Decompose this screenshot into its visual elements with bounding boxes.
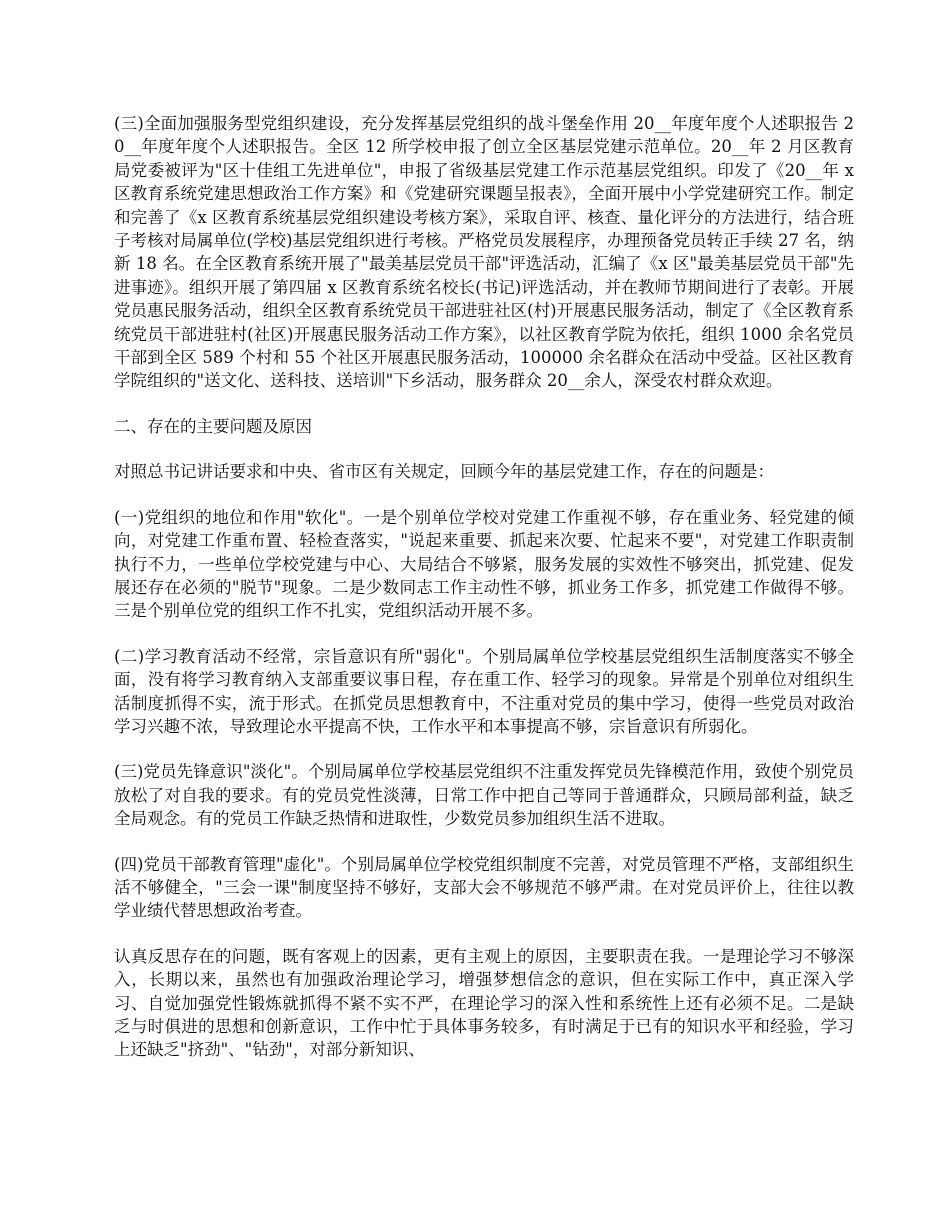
paragraph-problem-3: (三)党员先锋意识"淡化"。个别局属单位学校基层党组织不注重发挥党员先锋模范作用，致使个别党员放松了对自我的要求。有的党员党性淡薄，日常工作中把自己等同于普通群众，只顾局部利益，缺乏全局观念。有的党员工作缺乏热情和进取性，少数党员参加组织生活不进取。 [114,762,854,829]
paragraph-problem-4: (四)党员干部教育管理"虚化"。个别局属单位学校党组织制度不完善，对党员管理不严格，支部组织生活不够健全，"三会一课"制度坚持不够好，支部大会不够规范不够严肃。在对党员评价上，往往以教学业绩代替思想政治考查。 [114,854,854,921]
section-heading-problems: 二、存在的主要问题及原因 [114,416,312,436]
paragraph-problem-2: (二)学习教育活动不经常，宗旨意识有所"弱化"。个别局属单位学校基层党组织生活制度落实不够全面，没有将学习教育纳入支部重要议事日程，存在重工作、轻学习的现象。异常是个别单位对组织生活制度抓得不实，流于形式。在抓党员思想教育中，不注重对党员的集中学习，使得一些党员对政治学习兴趣不浓，导致理论水平提高不快，工作水平和本事提高不够，宗旨意识有所弱化。 [114,646,854,736]
paragraph-service-party-building: (三)全面加强服务型党组织建设，充分发挥基层党组织的战斗堡垒作用 20__年度年度个人述职报告 20__年度年度个人述职报告。全区 12 所学校申报了创立全区基层党建示范单位。20__年 2 月区教育局党委被评为"区十佳组工先进单位"，申报了省级基层党建工作示范基层党组织。印发了《20__年 x 区教育系统党建思想政治工作方案》和《党建研究课题呈报表》，全面开展中小学党建研究工作。制定和完善了《x 区教育系统基层党组织建设考核方案》，采取自评、核查、量化评分的方法进行，结合班子考核对局属单位(学校)基层党组织进行考核。严格党员发展程序，办理预备党员转正手续 27 名，纳新 18 名。在全区教育系统开展了"最美基层党员干部"评选活动，汇编了《x 区"最美基层党员干部"先进事迹》。组织开展了第四届 x 区教育系统名校长(书记)评选活动，并在教师节期间进行了表彰。开展党员惠民服务活动，组织全区教育系统党员干部进驻社区(村)开展惠民服务活动，制定了《全区教育系统党员干部进驻村(社区)开展惠民服务活动工作方案》，以社区教育学院为依托，组织 1000 余名党员干部到全区 589 个村和 55 个社区开展惠民服务活动，100000 余名群众在活动中受益。区社区教育学院组织的"送文化、送科技、送培训"下乡活动，服务群众 20__余人，深受农村群众欢迎。 [114,114,854,391]
paragraph-problems-intro: 对照总书记讲话要求和中央、省市区有关规定，回顾今年的基层党建工作，存在的问题是： [114,462,774,482]
paragraph-problem-1: (一)党组织的地位和作用"软化"。一是个别单位学校对党建工作重视不够，存在重业务、轻党建的倾向，对党建工作重布置、轻检查落实，"说起来重要、抓起来次要、忙起来不要"，对党建工作职责制执行不力，一些单位学校党建与中心、大局结合不够紧，服务发展的实效性不够突出，抓党建、促发展还存在必须的"脱节"现象。二是少数同志工作主动性不够，抓业务工作多，抓党建工作做得不够。三是个别单位党的组织工作不扎实，党组织活动开展不多。 [114,507,854,621]
paragraph-reflection: 认真反思存在的问题，既有客观上的因素，更有主观上的原因，主要职责在我。一是理论学习不够深入，长期以来，虽然也有加强政治理论学习，增强梦想信念的意识，但在实际工作中，真正深入学习、自觉加强党性锻炼就抓得不紧不实不严，在理论学习的深入性和系统性上还有必须不足。二是缺乏与时俱进的思想和创新意识，工作中忙于具体事务较多，有时满足于已有的知识水平和经验，学习上还缺乏"挤劲"、"钻劲"，对部分新知识、 [114,946,854,1060]
document-body [114,112,854,1084]
